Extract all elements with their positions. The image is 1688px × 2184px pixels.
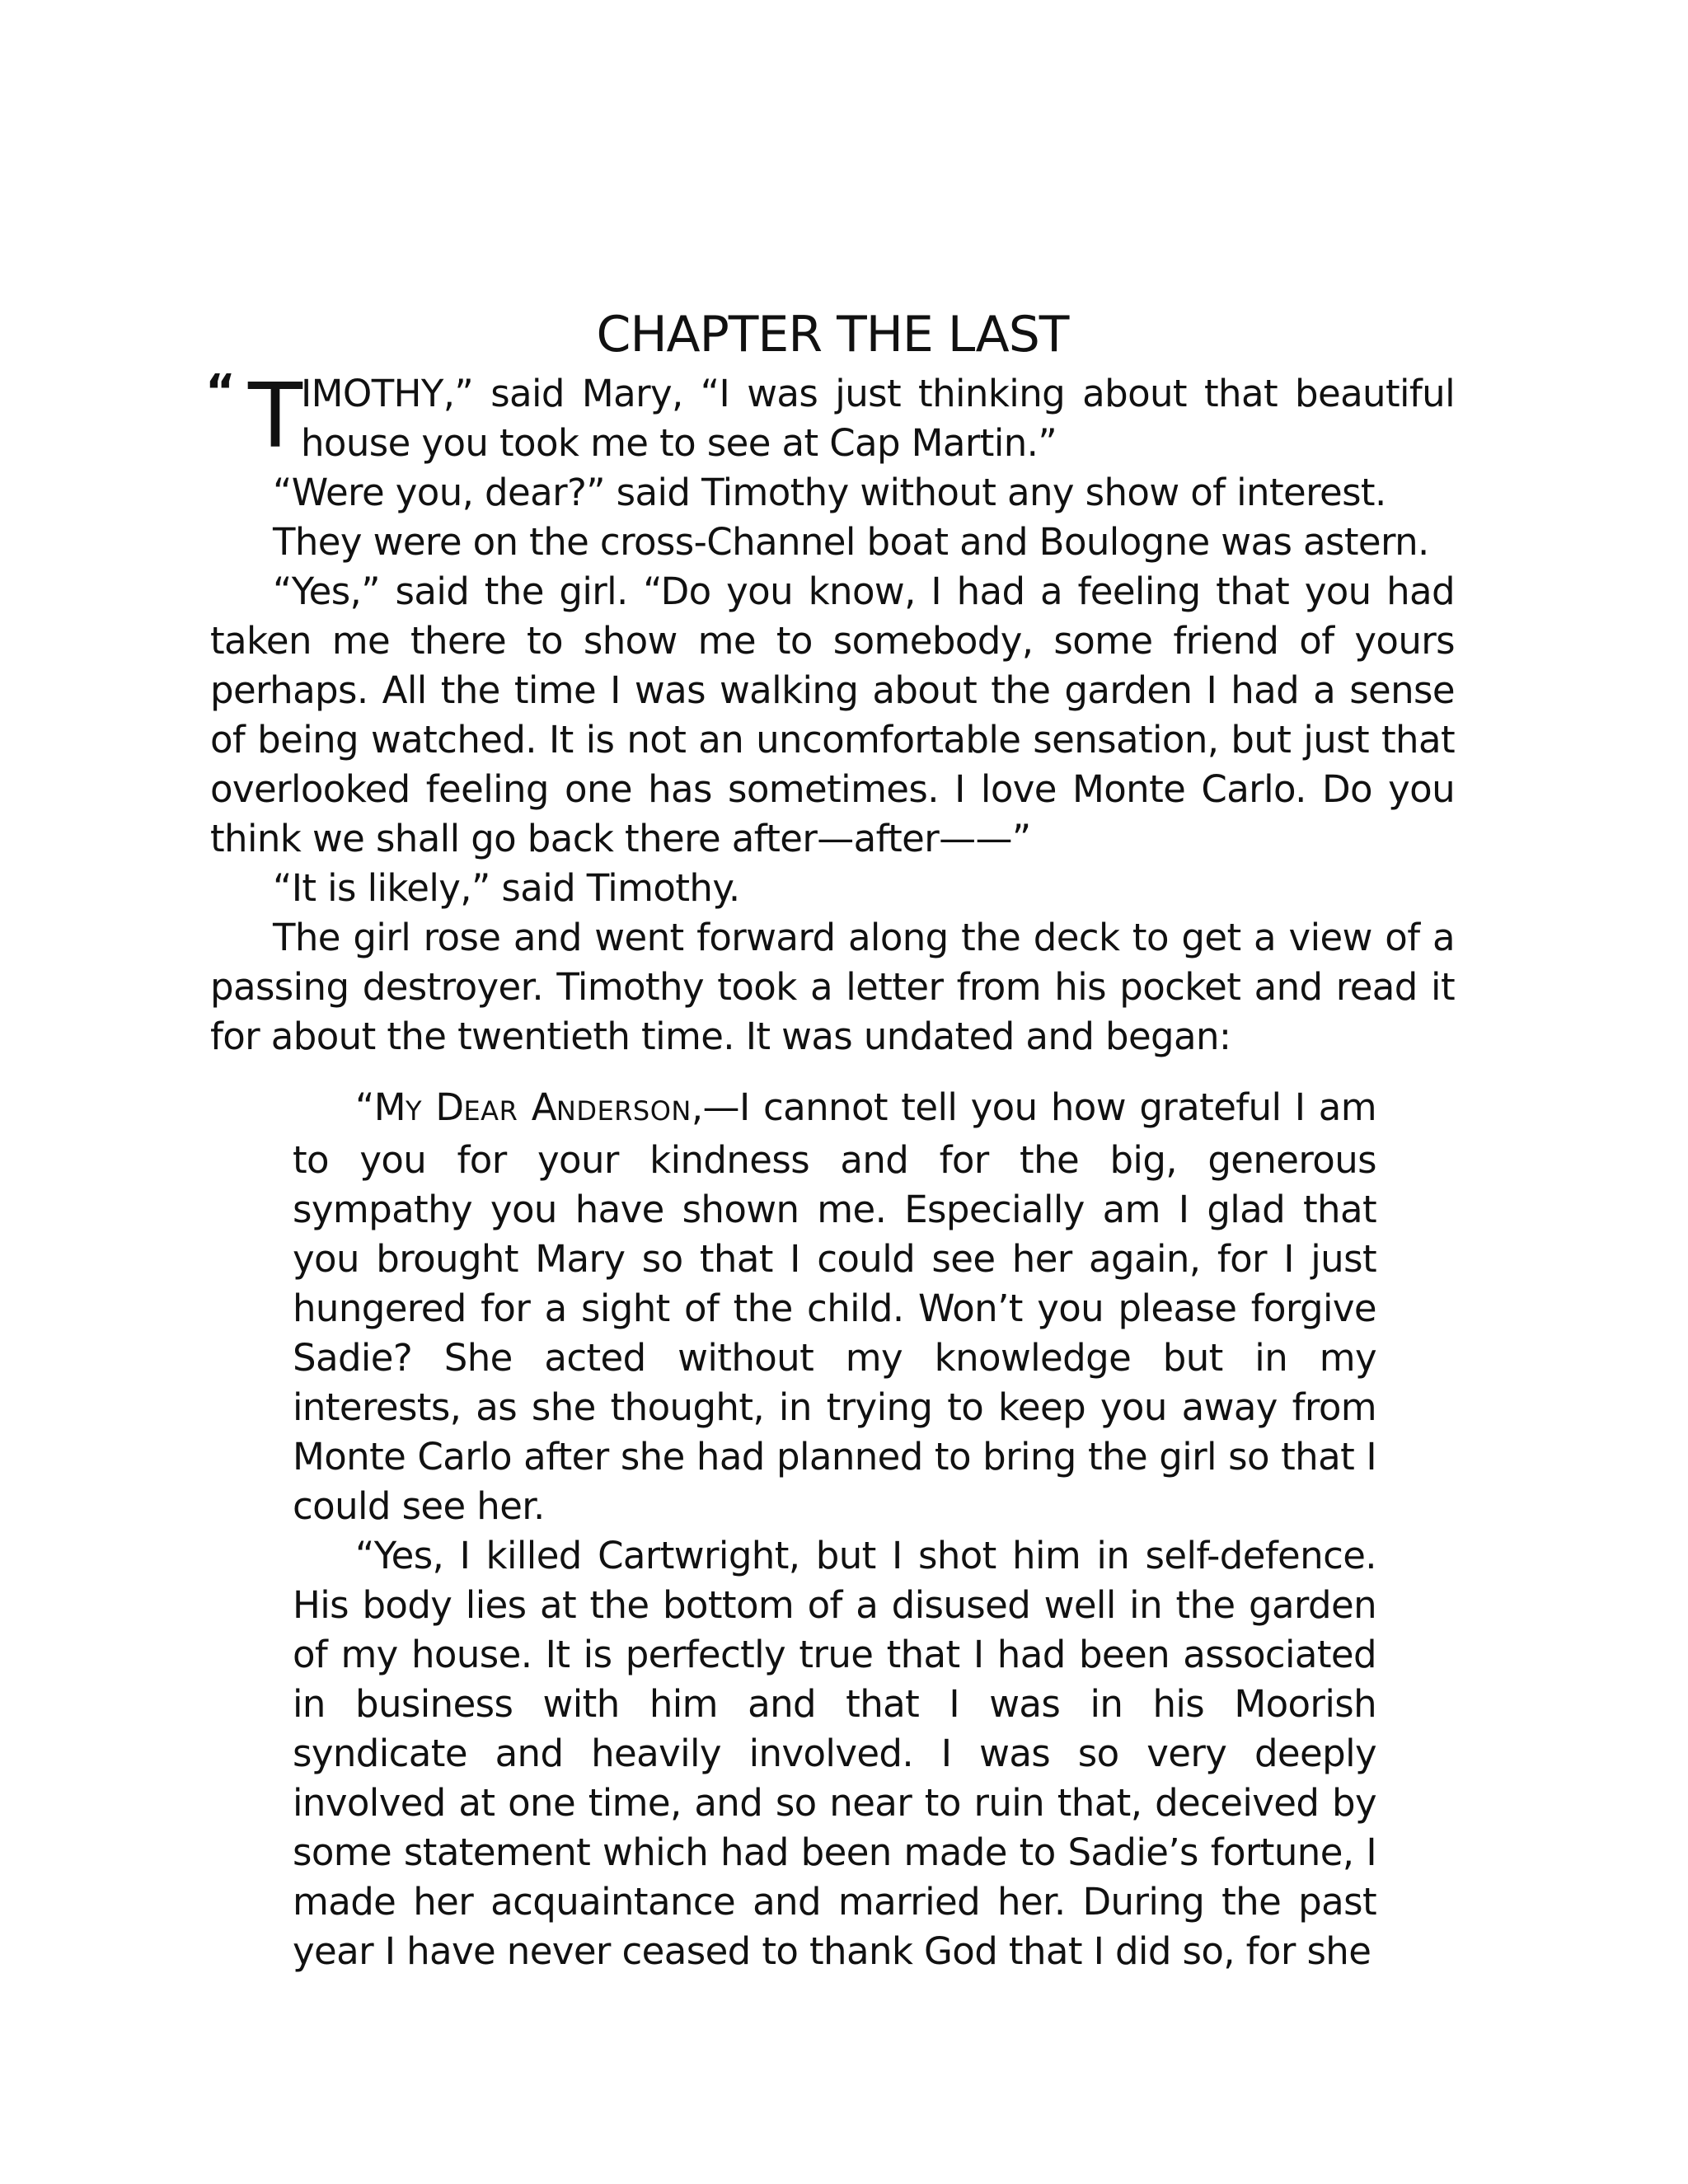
opening-paragraph bbox=[205, 365, 1455, 468]
letter-paragraph bbox=[293, 1083, 1376, 1531]
quoted-letter bbox=[293, 1083, 1376, 1976]
opening-text: IMOTHY,” said Mary, “I was just thinking about that beautiful house you took me to see at Cap Martin.” bbox=[301, 372, 1455, 465]
paragraph: “Yes,” said the girl. “Do you know, I had a feeling that you had taken me there to show me to somebody, some friend of yours perhaps. All the time I was walking about the garden I had a sense of being watched. It is not an uncomfortable sensation, but just that overlooked feeling one has sometimes. I love Monte Carlo. Do you think we shall go back there after—after——” bbox=[210, 569, 1455, 860]
drop-cap-quote: “ bbox=[205, 365, 236, 419]
salutation-open-quote: “ bbox=[355, 1085, 374, 1129]
paragraph: “It is likely,” said Timothy. bbox=[273, 866, 740, 910]
paragraph: “Were you, dear?” said Timothy without any show of interest. bbox=[273, 471, 1386, 514]
paragraph: The girl rose and went forward along the deck to get a view of a passing destroyer. Timothy took a letter from his pocket and read it for about the twentieth time. It was undated and began: bbox=[210, 916, 1455, 1058]
drop-cap-letter: T bbox=[248, 365, 302, 468]
letter-text: ,—I cannot tell you how grateful I am to you for your kindness and for the big, generous sympathy you have shown me. Especially am I glad that you brought Mary so that I could see her again, for I just hungered for a sight of the child. Won’t you please forgive Sadie? She acted without my knowledge but in my interests, as she thought, in trying to keep you away from Monte Carlo after she had planned to bring the girl so that I could see her. bbox=[293, 1085, 1376, 1528]
letter-paragraph: “Yes, I killed Cartwright, but I shot him in self-defence. His body lies at the bottom of a disused well in the garden of my house. It is perfectly true that I had been associated in business with him and that I was in his Moorish syndicate and heavily involved. I was so very deeply involved at one time, and so near to ruin that, deceived by some statement which had been made to Sadie’s fortune, I made her acquaintance and married her. During the past year I have never ceased to thank God that I did so, for she bbox=[293, 1534, 1376, 1973]
salutation-smallcaps: MY DEAR ANDERSON bbox=[373, 1085, 692, 1129]
book-page bbox=[205, 305, 1455, 1976]
chapter-title: CHAPTER THE LAST bbox=[596, 306, 1069, 363]
paragraph: They were on the cross-Channel boat and Boulogne was astern. bbox=[273, 520, 1429, 564]
